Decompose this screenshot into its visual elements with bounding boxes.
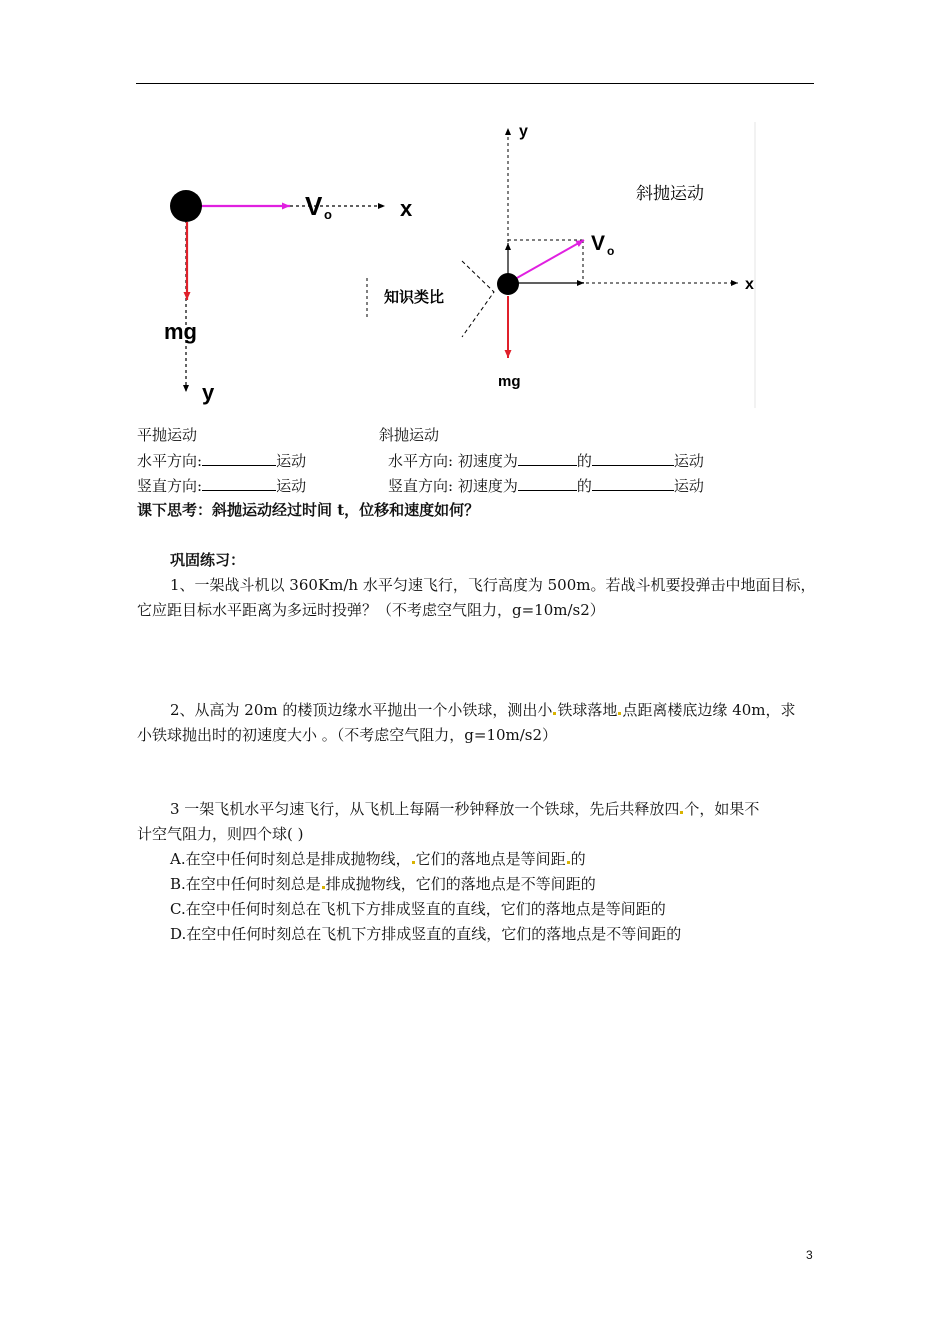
q3-option-b	[170, 874, 596, 894]
right-velocity-arrow	[508, 240, 584, 283]
q3-line1	[170, 799, 759, 819]
q1-line1: 1、一架战斗机以 360Km/h 水平匀速飞行，飞行高度为 500m。若战斗机要投弹击中地面目标，	[170, 576, 816, 594]
row1-left-label: 水平方向:	[137, 452, 203, 470]
q3-option-c: C.在空中任何时刻总在飞机下方排成竖直的直线，它们的落地点是等间距的	[170, 900, 666, 918]
q3-mark-1	[680, 811, 683, 814]
row1-right-mid: 的	[576, 452, 592, 470]
row2-left-label: 竖直方向:	[137, 477, 203, 495]
q3-mark-2	[412, 861, 415, 864]
think-question: 课下思考：斜抛运动经过时间 t，位移和速度如何？	[137, 501, 480, 519]
q1-line2: 它应距目标水平距离为多远时投弹？（不考虑空气阻力，g=10m/s2）	[137, 601, 605, 619]
table-row-horizontal	[137, 450, 704, 471]
row2-right-blank-2[interactable]	[592, 475, 674, 491]
q3-line2: 计空气阻力，则四个球( )	[137, 825, 304, 843]
exercise-title: 巩固练习：	[170, 551, 246, 569]
right-velocity-sub: o	[607, 244, 615, 258]
q2-mark-1	[553, 712, 556, 715]
left-velocity-label: V	[305, 191, 323, 221]
row1-right-blank-1[interactable]	[518, 450, 577, 466]
left-mg-label: mg	[164, 319, 197, 344]
q3-option-b-part-a: B.在空中任何时刻总是	[170, 875, 321, 893]
row2-left-blank[interactable]	[202, 475, 276, 491]
q2-mark-2	[618, 712, 621, 715]
right-ball	[497, 273, 519, 295]
table-titles	[137, 425, 440, 445]
q2-line1-part-a: 2、从高为 20m 的楼顶边缘水平抛出一个小铁球，测出小	[170, 701, 553, 719]
horizontal-projectile-figure	[164, 190, 413, 405]
row1-left-suffix: 运动	[276, 452, 307, 470]
q3-line1-part-a: 3 一架飞机水平匀速飞行，从飞机上每隔一秒钟释放一个铁球，先后共释放四	[170, 800, 680, 818]
analogy-label: 知识类比	[384, 289, 445, 306]
q3-option-a-part-a: A.在空中任何时刻总是排成抛物线，	[170, 850, 411, 868]
left-ball	[170, 190, 202, 222]
row1-right-blank-2[interactable]	[592, 450, 674, 466]
analogy-marker	[367, 261, 494, 337]
right-x-label: x	[745, 276, 754, 293]
q2-line2: 小铁球抛出时的初速度大小 。（不考虑空气阻力，g=10m/s2）	[137, 726, 558, 744]
table-row-vertical	[137, 475, 704, 496]
left-x-label: x	[400, 196, 413, 221]
analogy-chevron	[462, 261, 494, 337]
row1-right-label: 水平方向: 初速度为	[388, 452, 518, 470]
q3-mark-4	[322, 886, 325, 889]
projectile-diagram	[0, 0, 950, 420]
row2-left-suffix: 运动	[276, 477, 307, 495]
row2-right-label: 竖直方向: 初速度为	[388, 477, 518, 495]
col2-title: 斜抛运动	[379, 426, 440, 444]
right-y-label: y	[519, 123, 528, 140]
q3-line1-part-b: 个，如果不	[684, 800, 760, 818]
q3-option-b-part-b: 排成抛物线，它们的落地点是不等间距的	[325, 875, 596, 893]
q3-option-a-part-c: 的	[570, 850, 586, 868]
left-y-label: y	[202, 380, 215, 405]
q3-option-a	[170, 849, 586, 869]
q2-line1	[170, 700, 796, 720]
col1-title: 平抛运动	[137, 426, 198, 444]
q3-option-a-part-b: 它们的落地点是等间距	[415, 850, 566, 868]
right-velocity-label: V	[591, 232, 606, 255]
q2-line1-part-b: 铁球落地	[557, 701, 618, 719]
q2-line1-part-c: 点距离楼底边缘 40m，求	[622, 701, 796, 719]
right-mg-label: mg	[498, 373, 521, 390]
right-title: 斜抛运动	[636, 184, 704, 203]
row2-right-blank-1[interactable]	[518, 475, 577, 491]
row2-right-mid: 的	[576, 477, 592, 495]
left-velocity-sub: o	[324, 207, 332, 222]
oblique-projectile-figure	[497, 122, 755, 408]
row2-right-suffix: 运动	[673, 477, 704, 495]
q3-mark-3	[567, 861, 570, 864]
row1-left-blank[interactable]	[202, 450, 276, 466]
page-number: 3	[806, 1248, 813, 1262]
row1-right-suffix: 运动	[673, 452, 704, 470]
q3-option-d: D.在空中任何时刻总在飞机下方排成竖直的直线，它们的落地点是不等间距的	[170, 925, 682, 943]
